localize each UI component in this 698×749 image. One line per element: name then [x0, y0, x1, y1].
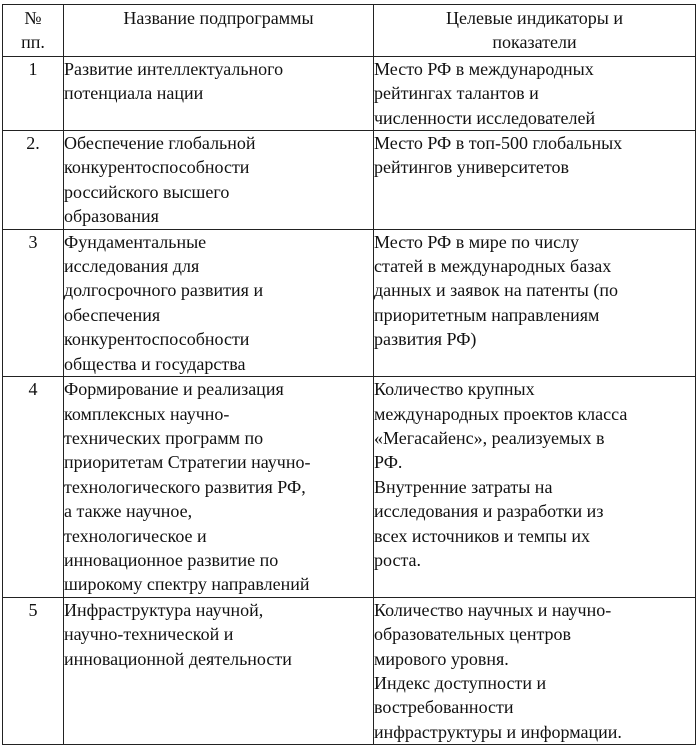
text-line: Количество крупных	[374, 379, 535, 400]
text-line: Место РФ в мире по числу	[374, 231, 580, 252]
row-number: 1	[3, 56, 64, 130]
table-header	[3, 5, 696, 57]
header-indicators	[374, 5, 696, 57]
text-line: Развитие интеллектуального	[64, 58, 284, 79]
text-line: исследования и разработки из	[374, 501, 604, 522]
text-line: Инфраструктура научной,	[64, 599, 264, 620]
target-indicators	[374, 229, 696, 376]
text-line: данных и заявок на патенты (по	[374, 280, 618, 301]
text-line: Количество научных и научно-	[374, 599, 612, 620]
row-number: 3	[3, 229, 64, 376]
target-indicators	[374, 131, 696, 230]
table-row	[3, 229, 696, 376]
row-number: 2.	[3, 131, 64, 230]
text-line: российского высшего	[64, 181, 230, 202]
text-line: научно-технической и	[64, 624, 234, 645]
subprogram-name	[64, 597, 374, 744]
text-line: обеспечения	[64, 304, 161, 325]
row-number: 5	[3, 597, 64, 744]
text-line: роста.	[374, 549, 422, 570]
text-line: приоритетам Стратегии научно-	[64, 452, 311, 473]
text-line: развития РФ)	[374, 329, 477, 350]
header-name	[64, 5, 374, 57]
text-line: статей в международных базах	[374, 256, 612, 277]
subprograms-table	[2, 4, 696, 745]
header-name-line: Название подпрограммы	[123, 8, 314, 28]
text-line: потенциала нации	[64, 83, 204, 104]
text-line: а также научное,	[64, 501, 193, 522]
text-line: всех источников и темпы их	[374, 525, 591, 546]
text-line: конкурентоспособности	[64, 329, 250, 350]
text-line: комплексных научно-	[64, 403, 230, 424]
subprogram-name	[64, 377, 374, 598]
text-line: рейтингов университетов	[374, 157, 569, 178]
row-number: 4	[3, 377, 64, 598]
text-line: Фундаментальные	[64, 231, 207, 252]
target-indicators	[374, 597, 696, 744]
text-line: инновационной деятельности	[64, 648, 292, 669]
text-line: численности исследователей	[374, 107, 596, 128]
subprogram-name	[64, 56, 374, 130]
target-indicators	[374, 377, 696, 598]
table-row	[3, 377, 696, 598]
header-number-line: пп.	[21, 32, 45, 53]
text-line: инновационное развитие по	[64, 549, 279, 570]
header-indicators-line: показатели	[492, 32, 577, 53]
text-line: Место РФ в топ-500 глобальных	[374, 133, 623, 154]
header-row	[3, 5, 696, 57]
table-row	[3, 597, 696, 744]
text-line: широкому спектру направлений	[64, 574, 310, 595]
text-line: востребованности	[374, 697, 514, 718]
text-line: общества и государства	[64, 353, 246, 374]
text-line: конкурентоспособности	[64, 157, 250, 178]
text-line: Индекс доступности и	[374, 672, 547, 693]
text-line: технических программ по	[64, 427, 264, 448]
text-line: исследования для	[64, 256, 200, 277]
text-line: технологического развития РФ,	[64, 476, 306, 497]
text-line: «Мегасайенс», реализуемых в	[374, 427, 605, 448]
text-line: инфраструктуры и информации.	[374, 721, 622, 742]
table-row	[3, 56, 696, 130]
subprogram-name	[64, 131, 374, 230]
header-number-line: №	[24, 8, 42, 28]
text-line: Место РФ в международных	[374, 58, 594, 79]
text-line: мирового уровня.	[374, 648, 509, 669]
text-line: Обеспечение глобальной	[64, 133, 256, 154]
header-number	[3, 5, 64, 57]
header-indicators-line: Целевые индикаторы и	[446, 8, 623, 28]
text-line: технологическое и	[64, 525, 207, 546]
text-line: Формирование и реализация	[64, 379, 284, 400]
table-body	[3, 56, 696, 744]
text-line: долгосрочного развития и	[64, 280, 264, 301]
text-line: международных проектов класса	[374, 403, 628, 424]
text-line: приоритетным направлениям	[374, 304, 600, 325]
text-line: образовательных центров	[374, 624, 572, 645]
text-line: РФ.	[374, 452, 403, 473]
target-indicators	[374, 56, 696, 130]
table-row	[3, 131, 696, 230]
text-line: Внутренние затраты на	[374, 476, 553, 497]
text-line: образования	[64, 206, 159, 227]
text-line: рейтингах талантов и	[374, 83, 539, 104]
subprogram-name	[64, 229, 374, 376]
